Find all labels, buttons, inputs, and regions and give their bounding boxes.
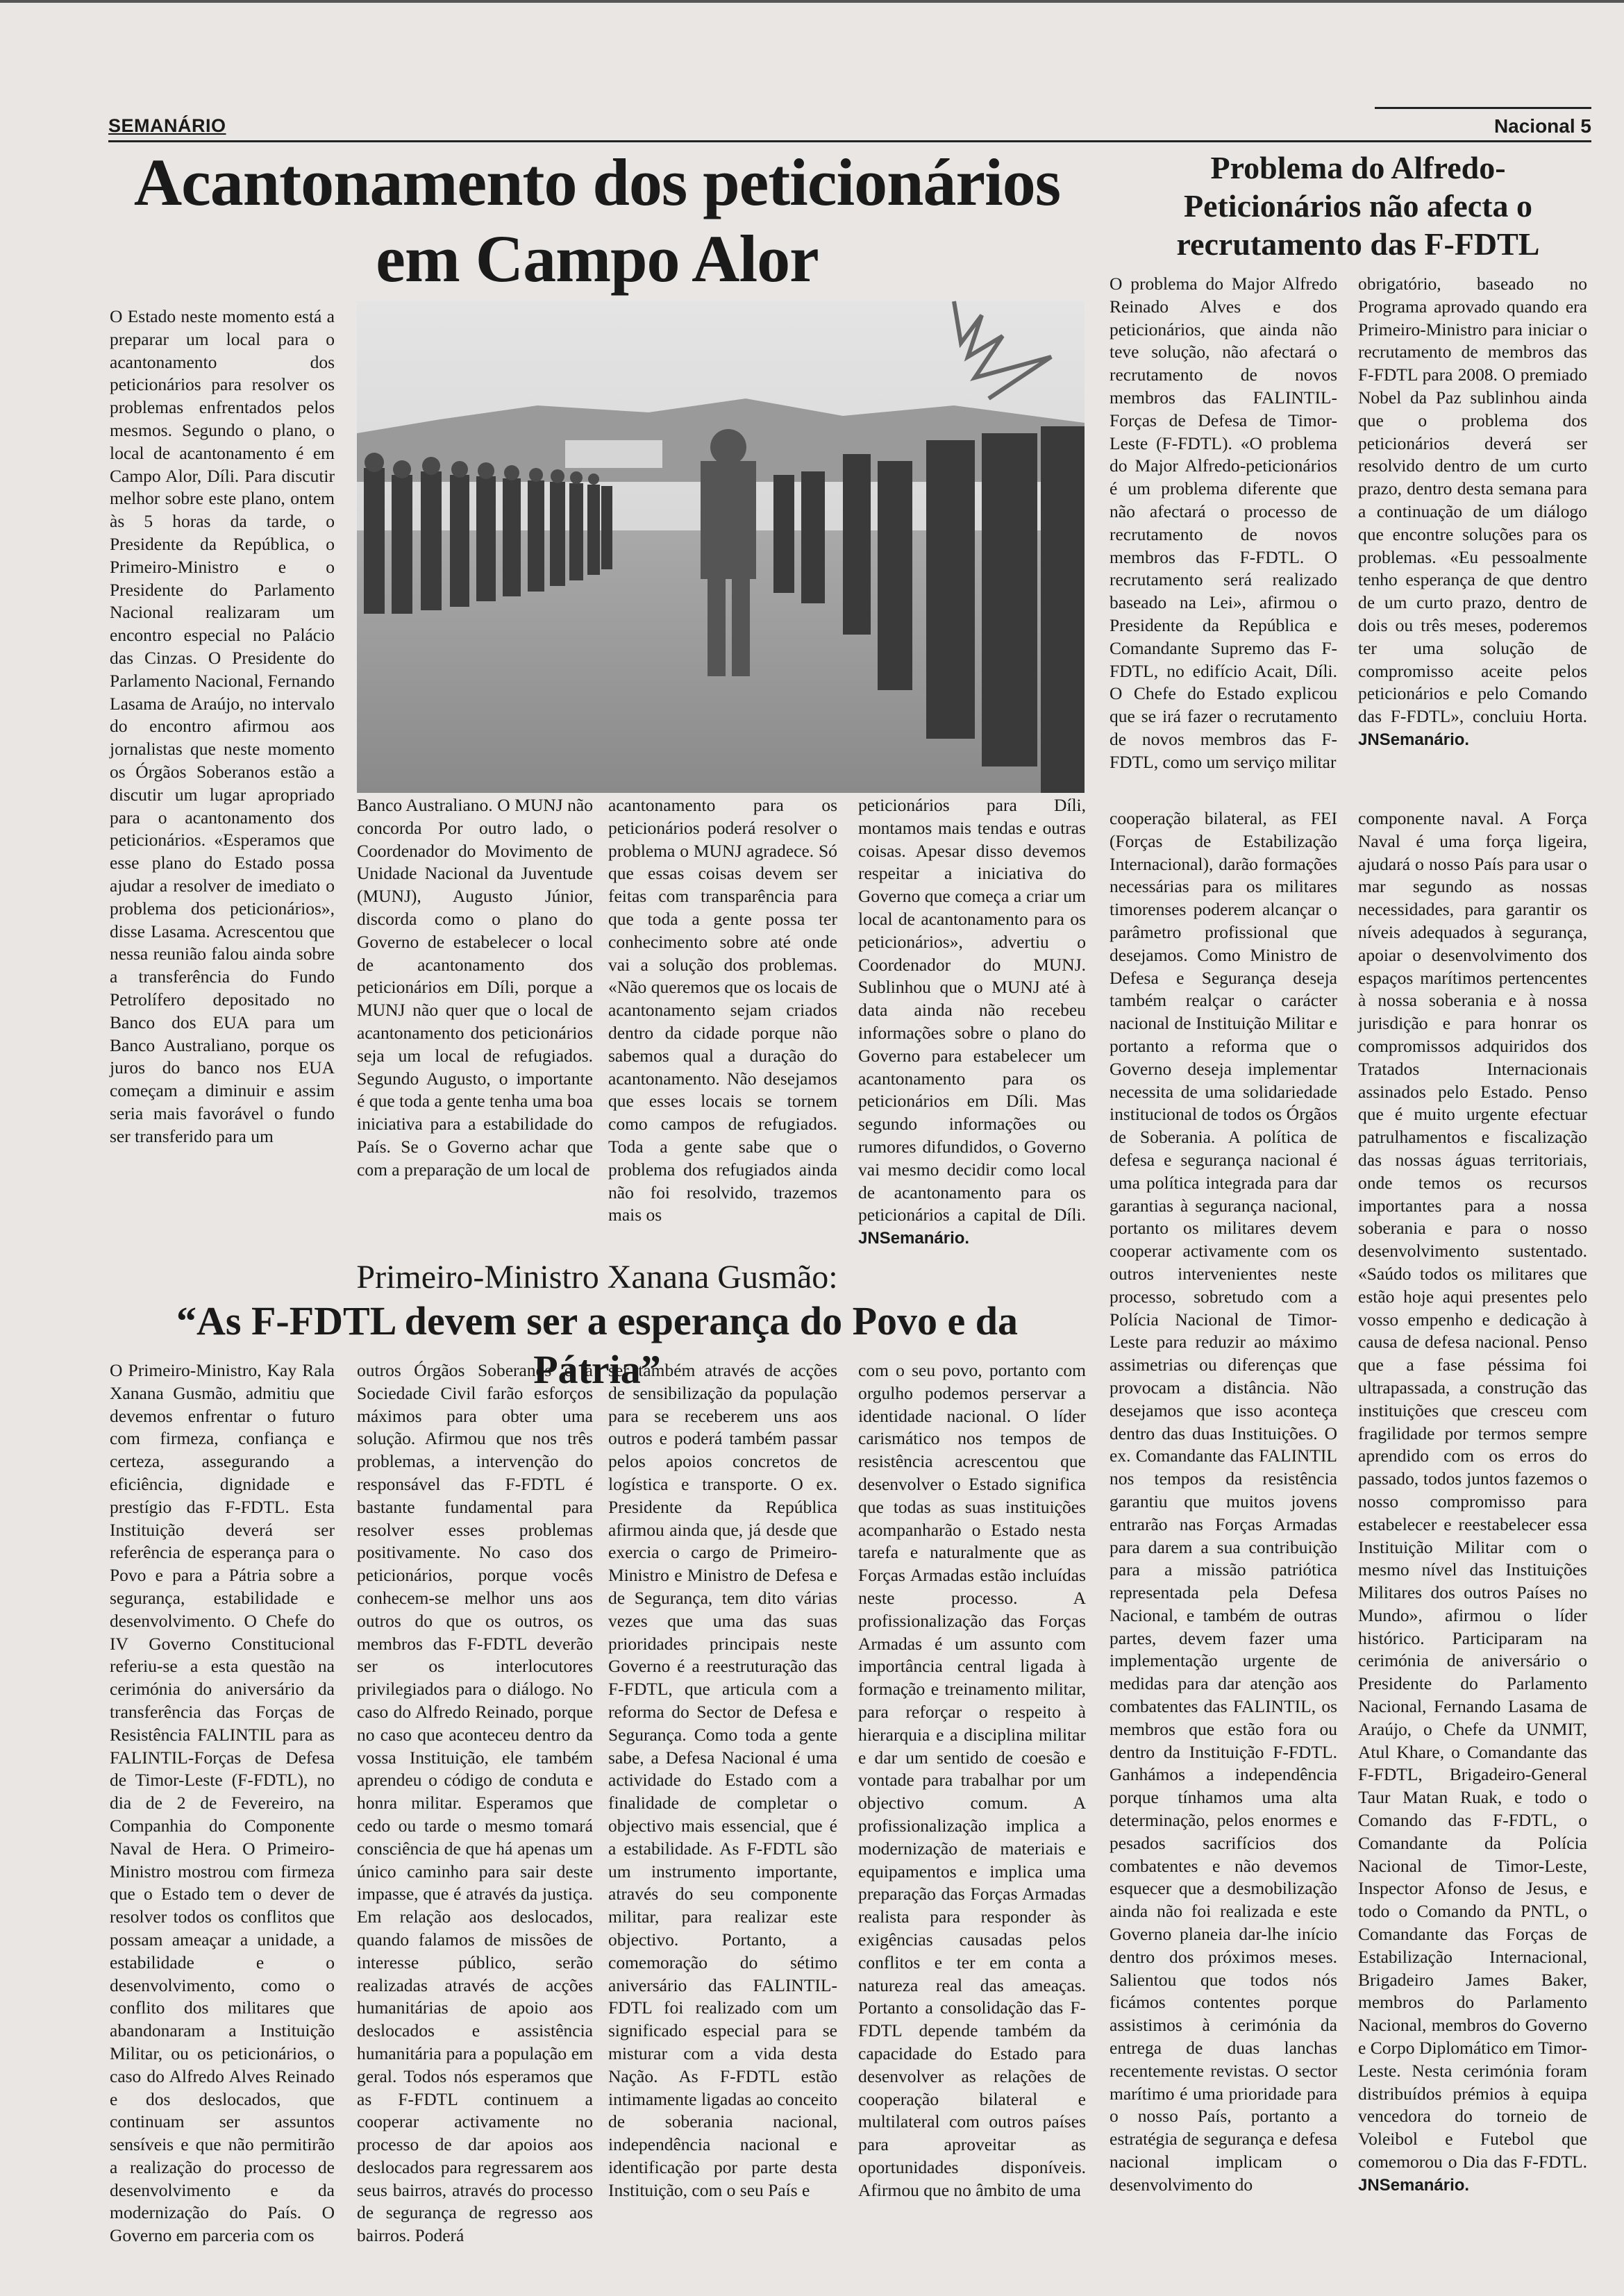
page-number: Nacional 5: [1493, 115, 1591, 137]
article1-col2-text: Banco Australiano. O MUNJ não concorda Por outro lado, o Coordenador do Movimento de Unidade Nacional da Juventude (MUNJ), Augusto Júnior, discorda como o plano do Governo de estabelecer o local de acantonamento dos peticionários em Díli, porque a MUNJ não quer que o local de acantonamento dos peticionários seja um local de refugiados. Segundo Augusto, o importante é que toda a gente tenha uma boa iniciativa para a estabilidade do País. Se o Governo achar que com a preparação de um local de: [357, 795, 593, 1180]
article3-column-4: [858, 1359, 1086, 2213]
article1-headline: Acantonamento dos peticionários em Campo Alor: [133, 145, 1061, 296]
article1-signature: JNSemanário.: [858, 1229, 970, 1248]
article3-col3-text: ser também através de acções de sensibilização da população para se receberem uns aos outros e poderá também passar pelos apoios concretos de logística e transporte. O ex. Presidente da República afirmou ainda que, já desde que exercia o cargo de Primeiro-Ministro e Ministro de Defesa e de Segurança, tem dito várias vezes que uma das suas prioridades principais neste Governo é a reestruturação das F-FDTL, que articula com a reforma do Sector de Defesa e Segurança. Como toda a gente sabe, a Defesa Nacional é uma actividade do Estado com a finalidade de completar o objectivo mais essencial, que é a estabilidade. As F-FDTL são um instrumento importante, através do seu componente militar, para realizar este objectivo. Portanto, a comemoração do sétimo aniversário das FALINTIL-FDTL foi realizado com um significado especial para se misturar com a vida desta Nação. As F-FDTL estão intimamente ligadas ao conceito de soberania nacional, independência nacional e identificação por parte desta Instituição, com o seu País e: [608, 1360, 837, 2200]
article3-column-2: [357, 1359, 593, 2246]
article3-col1-text: O Primeiro-Ministro, Kay Rala Xanana Gusmão, admitiu que devemos enfrentar o futuro com firmeza, confiança e certeza, assegurando a eficiência, dignidade e prestígio das F-FDTL. Esta Instituição deverá ser referência de esperança para o Povo e para a Pátria sobre a segurança, estabilidade e desenvolvimento. O Chefe do IV Governo Constitucional referiu-se a esta questão na cerimónia do aniversário da transferência das Forças de Resistência FALINTIL para as FALINTIL-Forças de Defesa de Timor-Leste (F-FDTL), no dia de 2 de Fevereiro, na Companhia do Componente Naval de Hera. O Primeiro-Ministro mostrou com firmeza que o Estado tem o dever de resolver todos os conflitos que possam ameaçar a unidade, a estabilidade e o desenvolvimento, como o conflito dos militares que abandonaram a Instituição Militar, ou os peticionários, o caso do Alfredo Alves Reinado e dos deslocados, que continuam ser assuntos sensíveis e que não permitirão a realização do processo de desenvolvimento e da modernização do País. O Governo em parceria com os: [110, 1360, 335, 2246]
article3-column-3: [608, 1359, 837, 2213]
article1-photo: [357, 301, 1085, 793]
article2-signature: JNSemanário.: [1358, 730, 1470, 749]
article3-kicker: Primeiro-Ministro Xanana Gusmão:: [356, 1259, 838, 1296]
article3-column-1: [110, 1359, 335, 2246]
photo-soldiers-gathering: [357, 301, 1085, 793]
article2-headline: Problema do Alfredo-Peticionários não afecta o recrutamento das F-FDTL: [1176, 150, 1540, 262]
article3-column-5: [1110, 807, 1337, 2213]
article3-col6-text: componente naval. A Força Naval é uma força ligeira, ajudará o nosso País para usar o mar segundo as nossas necessidades, para garantir os níveis adequados à segurança, apoiar o desenvolvimento dos espaços marítimos pertencentes à nossa soberania e à nossa jurisdição e para honrar os compromissos adquiridos dos Tratados Internacionais assinados pelo Estado. Penso que é muito urgente efectuar patrulhamentos e fiscalização das nossas águas territoriais, onde temos os recursos importantes para a nossa soberania e para o nosso desenvolvimento sustentado. «Saúdo todos os militares que estão hoje aqui presentes pelo vosso empenho e dedicação à causa de defesa nacional. Penso que a fase péssima foi ultrapassada, a construção das instituições que cresceu com fragilidade por termos sempre aprendido com os erros do passado, todos juntos fazemos o nosso compromisso para estabelecer e reestabelecer essa Instituição Militar com o mesmo nível das Instituições Militares dos outros Países no Mundo», afirmou o líder histórico. Participaram na cerimónia de aniversário o Presidente do Parlamento Nacional, Fernando Lasama de Araújo, o Chefe da UNMIT, Atul Khare, o Comandante das F-FDTL, Brigadeiro-General Taur Matan Ruak, e todo o Comando das F-FDTL, o Comandante da Polícia Nacional de Timor-Leste, Inspector Afonso de Jesus, e todo o Comando da PNTL, o Comandante das Forças de Estabilização Internacional, Brigadeiro James Baker, membros do Parlamento Nacional, membros do Governo e Corpo Diplomático em Timor-Leste. Nesta cerimónia foram distribuídos prémios à equipa vencedora do torneio de Voleibol e Futebol que comemorou o Dia das F-FDTL.: [1358, 808, 1587, 2172]
article1-col4-text: peticionários para Díli, montamos mais tendas e outras coisas. Apesar disso devemos respeitar a iniciativa do Governo que começa a criar um local de acantonamento para os peticionários», advertiu o Coordenador do MUNJ. Sublinhou que o MUNJ até à data ainda não recebeu informações sobre o plano do Governo para estabelecer um acantonamento para os peticionários em Díli. Mas segundo informações ou rumores difundidos, o Governo vai mesmo decidir como local de acantonamento para os peticionários a capital de Díli.: [858, 795, 1086, 1225]
article1-column-2: [357, 794, 593, 1251]
section-name: SEMANÁRIO: [108, 115, 226, 136]
article2-column-2: [1358, 273, 1587, 802]
article1-column-3: [608, 794, 837, 1251]
page-header: [108, 115, 1591, 143]
article1-column-4: [858, 794, 1086, 1251]
article2-col1-text: O problema do Major Alfredo Reinado Alves e dos peticionários, que ainda não teve solução, não afectará o recrutamento de novos membros das FALINTIL-Forças de Defesa de Timor-Leste (F-FDTL). «O problema do Major Alfredo-peticionários é um problema diferente que não afectará o processo de recrutamento de novos membros das F-FDTL. O recrutamento será realizado baseado na Lei», afirmou o Presidente da República e Comandante Supremo das F-FDTL, no edifício Acait, Díli. O Chefe do Estado explicou que se irá fazer o recrutamento de novos membros das F-FDTL, como um serviço militar: [1110, 274, 1337, 772]
article3-headline: “As F-FDTL devem ser a esperança do Povo e da Pátria”: [176, 1298, 1018, 1392]
header-rule: [108, 140, 1591, 142]
article1-col3-text: acantonamento para os peticionários poderá resolver o problema o MUNJ agradece. Só que essas coisas devem ser feitas com transparência para que toda a gente possa ter conhecimento sobre até onde vai a solução dos problemas. «Não queremos que os locais de acantonamento sejam criados dentro da cidade porque não sabemos qual a duração do acantonamento. Não desejamos que esses locais se tornem como campos de refugiados. Toda a gente sabe que o problema dos refugiados ainda não foi resolvido, trazemos mais os: [608, 795, 837, 1225]
article3-col4-text: com o seu povo, portanto com orgulho podemos perservar a identidade nacional. O líder carismático nos tempos de resistência acrescentou que desenvolver o Estado significa que todas as suas instituições acompanharão o Estado nesta tarefa e naturalmente que as Forças Armadas estão incluídas neste processo. A profissionalização das Forças Armadas é um assunto com importância central ligada à formação e treinamento militar, para reforçar o respeito à hierarquia e a disciplina militar e dar um sentido de coesão e vontade para trabalhar por um objectivo comum. A profissionalização implica a modernização de materiais e equipamentos e implica uma preparação das Forças Armadas realista para responder às exigências causadas pelos conflitos e ter em conta a natureza real das ameaças. Portanto a consolidação das F-FDTL depende também da capacidade do Estado para desenvolver as relações de cooperação bilateral e multilateral com outros países para aproveitar as oportunidades disponíveis. Afirmou que no âmbito de uma: [858, 1360, 1086, 2200]
article1-col1-text: O Estado neste momento está a preparar um local para o acantonamento dos peticionários para resolver os problemas enfrentados pelos mesmos. Segundo o plano, o local de acantonamento é em Campo Alor, Díli. Para discutir melhor sobre este plano, ontem às 5 horas da tarde, o Presidente da República, o Primeiro-Ministro e o Presidente do Parlamento Nacional realizaram um encontro especial no Palácio das Cinzas. O Presidente do Parlamento Nacional, Fernando Lasama de Araújo, no intervalo do encontro afirmou aos jornalistas que neste momento os Órgãos Soberanos estão a discutir um lugar apropriado para o acantonamento dos peticionários. «Esperamos que esse plano do Estado possa ajudar a resolver de imediato o problema dos peticionários», disse Lasama. Acrescentou que nessa reunião falou ainda sobre a transferência do Fundo Petrolífero depositado no Banco dos EUA para um Banco Australiano, porque os juros do banco nos EUA começam a diminuir e assim seria mais favorável o fundo ser transferido para um: [110, 306, 335, 1146]
article3-signature: JNSemanário.: [1358, 2175, 1470, 2195]
article1-column-1: [110, 305, 335, 1251]
header-rule-right: [1375, 107, 1591, 109]
scan-edge: [0, 0, 1624, 3]
article2-column-1: [1110, 273, 1337, 802]
article3-col2-text: outros Órgãos Soberanos e a Sociedade Civil farão esforços máximos para obter uma solução. Afirmou que nos três problemas, a intervenção do responsável das F-FDTL é bastante fundamental para resolver esses problemas positivamente. No caso dos peticionários, porque vocês conhecem-se melhor uns aos outros do que os outros, os membros das F-FDTL deverão ser os interlocutores privilegiados para o diálogo. No caso do Alfredo Reinado, porque no caso que aconteceu dentro da vossa Instituição, ele também aprendeu o código de conduta e honra militar. Esperamos que cedo ou tarde o mesmo tomará consciência de que há apenas um único caminho para sair deste impasse, que é através da justiça. Em relação aos deslocados, quando falamos de missões de interesse público, serão realizadas através de acções humanitárias de apoio aos deslocados e assistência humanitária para a população em geral. Todos nós esperamos que as F-FDTL continuem a cooperar activamente no processo de dar apoios aos deslocados para regressarem aos seus bairros, através do processo de segurança de regresso aos bairros. Poderá: [357, 1360, 593, 2246]
article3-column-6: [1358, 807, 1587, 2213]
article3-col5-text: cooperação bilateral, as FEI (Forças de Estabilização Internacional), darão formações necessárias para os militares timorenses poderem alcançar o parâmetro profissional que desejamos. Como Ministro de Defesa e Segurança deseja também realçar o carácter nacional de Instituição Militar e portanto a reforma que o Governo deseja implementar necessita de uma solidariedade institucional de todos os Órgãos de Soberania. A política de defesa e segurança nacional é uma política integrada para dar garantias à segurança nacional, portanto os militares devem cooperar activamente com os outros intervenientes neste processo, sobretudo com a Polícia Nacional de Timor-Leste para reduzir ao máximo assimetrias ou diferenças que provocam a distância. Não desejamos que isso aconteça dentro das duas Instituições. O ex. Comandante das FALINTIL nos tempos da resistência garantiu que muitos jovens entrarão nas Forças Armadas para darem a sua contribuição para a missão patriótica representada pela Defesa Nacional, e também de outras partes, devem fazer uma implementação urgente de medidas para dar atenção aos combatentes das FALINTIL, os membros que estão fora ou dentro da Instituição F-FDTL. Ganhámos a independência porque tínhamos uma alta determinação, pelos enormes e pesados sacrifícios dos combatentes e não devemos esquecer que a desmobilização ainda não foi realizada e este Governo planeia dar-lhe início dentro dos próximos meses. Salientou que todos nós ficámos contentes porque assistimos à cerimónia da entrega de duas lanchas recentemente revistas. O sector marítimo é uma prioridade para o nosso País, portanto a estratégia de segurança e defesa nacional implicam o desenvolvimento do: [1110, 808, 1337, 2195]
article2-col2-text: obrigatório, baseado no Programa aprovado quando era Primeiro-Ministro para iniciar o recrutamento de membros das F-FDTL para 2008. O premiado Nobel da Paz sublinhou ainda que o problema dos peticionários deverá ser resolvido dentro de um curto prazo, dentro desta semana para a continuação de um diálogo que encontre soluções para os problemas. «Eu pessoalmente tenho esperança de que dentro de um curto prazo, dentro de dois ou três meses, poderemos ter uma solução de compromisso aceite pelos peticionários e pelo Comando das F-FDTL», concluiu Horta.: [1358, 274, 1587, 727]
